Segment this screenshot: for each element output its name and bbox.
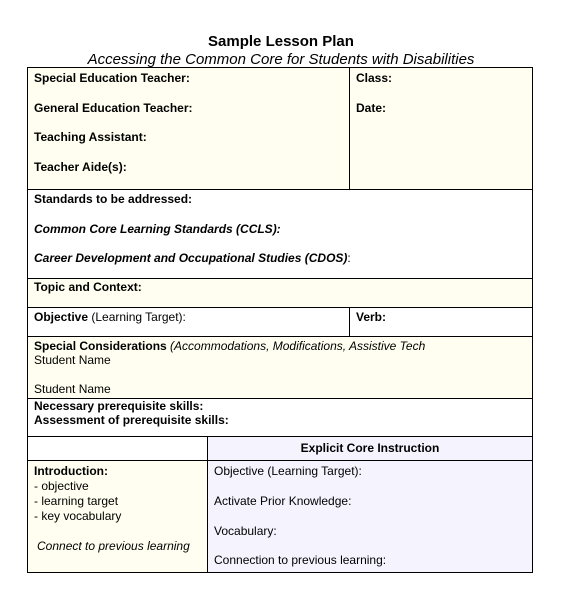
student-name-1: Student Name	[34, 353, 111, 367]
topic-row[interactable]	[28, 279, 532, 308]
prerequisite-skills-label: Necessary prerequisite skills:	[34, 399, 204, 413]
date-label: Date:	[356, 101, 387, 115]
verb-label: Verb:	[356, 310, 387, 324]
cdos-colon: :	[347, 251, 351, 265]
objective-label: Objective	[34, 310, 89, 324]
instruction-header-row	[28, 437, 532, 461]
connect-previous-label: Connect to previous learning	[37, 539, 190, 553]
objective-target-label: Objective (Learning Target):	[214, 464, 362, 478]
cdos-label: Career Development and Occupational Studies (CDOS)	[34, 251, 348, 265]
special-ed-teacher-label: Special Education Teacher:	[34, 71, 190, 85]
special-considerations-label: Special Considerations	[34, 339, 167, 353]
instruction-header-right	[208, 437, 532, 460]
introduction-label: Introduction:	[34, 464, 108, 478]
intro-item: - learning target	[34, 494, 119, 508]
introduction-cell[interactable]	[28, 461, 208, 572]
teacher-aides-label: Teacher Aide(s):	[34, 160, 127, 174]
instruction-heading: Explicit Core Instruction	[300, 441, 440, 455]
instruction-body-row	[28, 461, 532, 572]
verb-cell[interactable]	[350, 308, 532, 336]
class-label: Class:	[356, 71, 393, 85]
topic-label: Topic and Context:	[34, 280, 142, 294]
prerequisite-assessment-label: Assessment of prerequisite skills:	[34, 413, 229, 427]
objective-line	[34, 310, 186, 324]
page-title: Sample Lesson Plan	[208, 33, 354, 50]
intro-item: - key vocabulary	[34, 509, 122, 523]
staff-cell[interactable]	[28, 68, 350, 189]
special-considerations-detail: (Accommodations, Modifications, Assistive Tech	[166, 339, 426, 353]
prior-knowledge-label: Activate Prior Knowledge:	[214, 494, 352, 508]
intro-item: - objective	[34, 479, 89, 493]
instruction-header-left	[28, 437, 208, 460]
student-name-2: Student Name	[34, 382, 111, 396]
standards-heading: Standards to be addressed:	[34, 192, 193, 206]
objective-paren: (Learning Target):	[88, 310, 186, 324]
page-subtitle: Accessing the Common Core for Students with Disabilities	[87, 51, 475, 68]
connection-label: Connection to previous learning:	[214, 553, 387, 567]
standards-row[interactable]	[28, 190, 532, 279]
special-considerations-row[interactable]	[28, 337, 532, 399]
special-considerations-line	[34, 339, 425, 353]
prerequisites-row[interactable]	[28, 399, 532, 437]
vocabulary-label: Vocabulary:	[214, 524, 277, 538]
objective-row	[28, 308, 532, 337]
cdos-line	[34, 251, 351, 265]
class-date-cell[interactable]	[350, 68, 532, 189]
objective-cell[interactable]	[28, 308, 350, 336]
instruction-details-cell[interactable]	[208, 461, 532, 572]
teaching-assistant-label: Teaching Assistant:	[34, 130, 147, 144]
general-ed-teacher-label: General Education Teacher:	[34, 101, 193, 115]
staff-row	[28, 68, 532, 190]
ccls-label: Common Core Learning Standards (CCLS):	[34, 222, 281, 236]
lesson-plan-table	[27, 67, 533, 573]
